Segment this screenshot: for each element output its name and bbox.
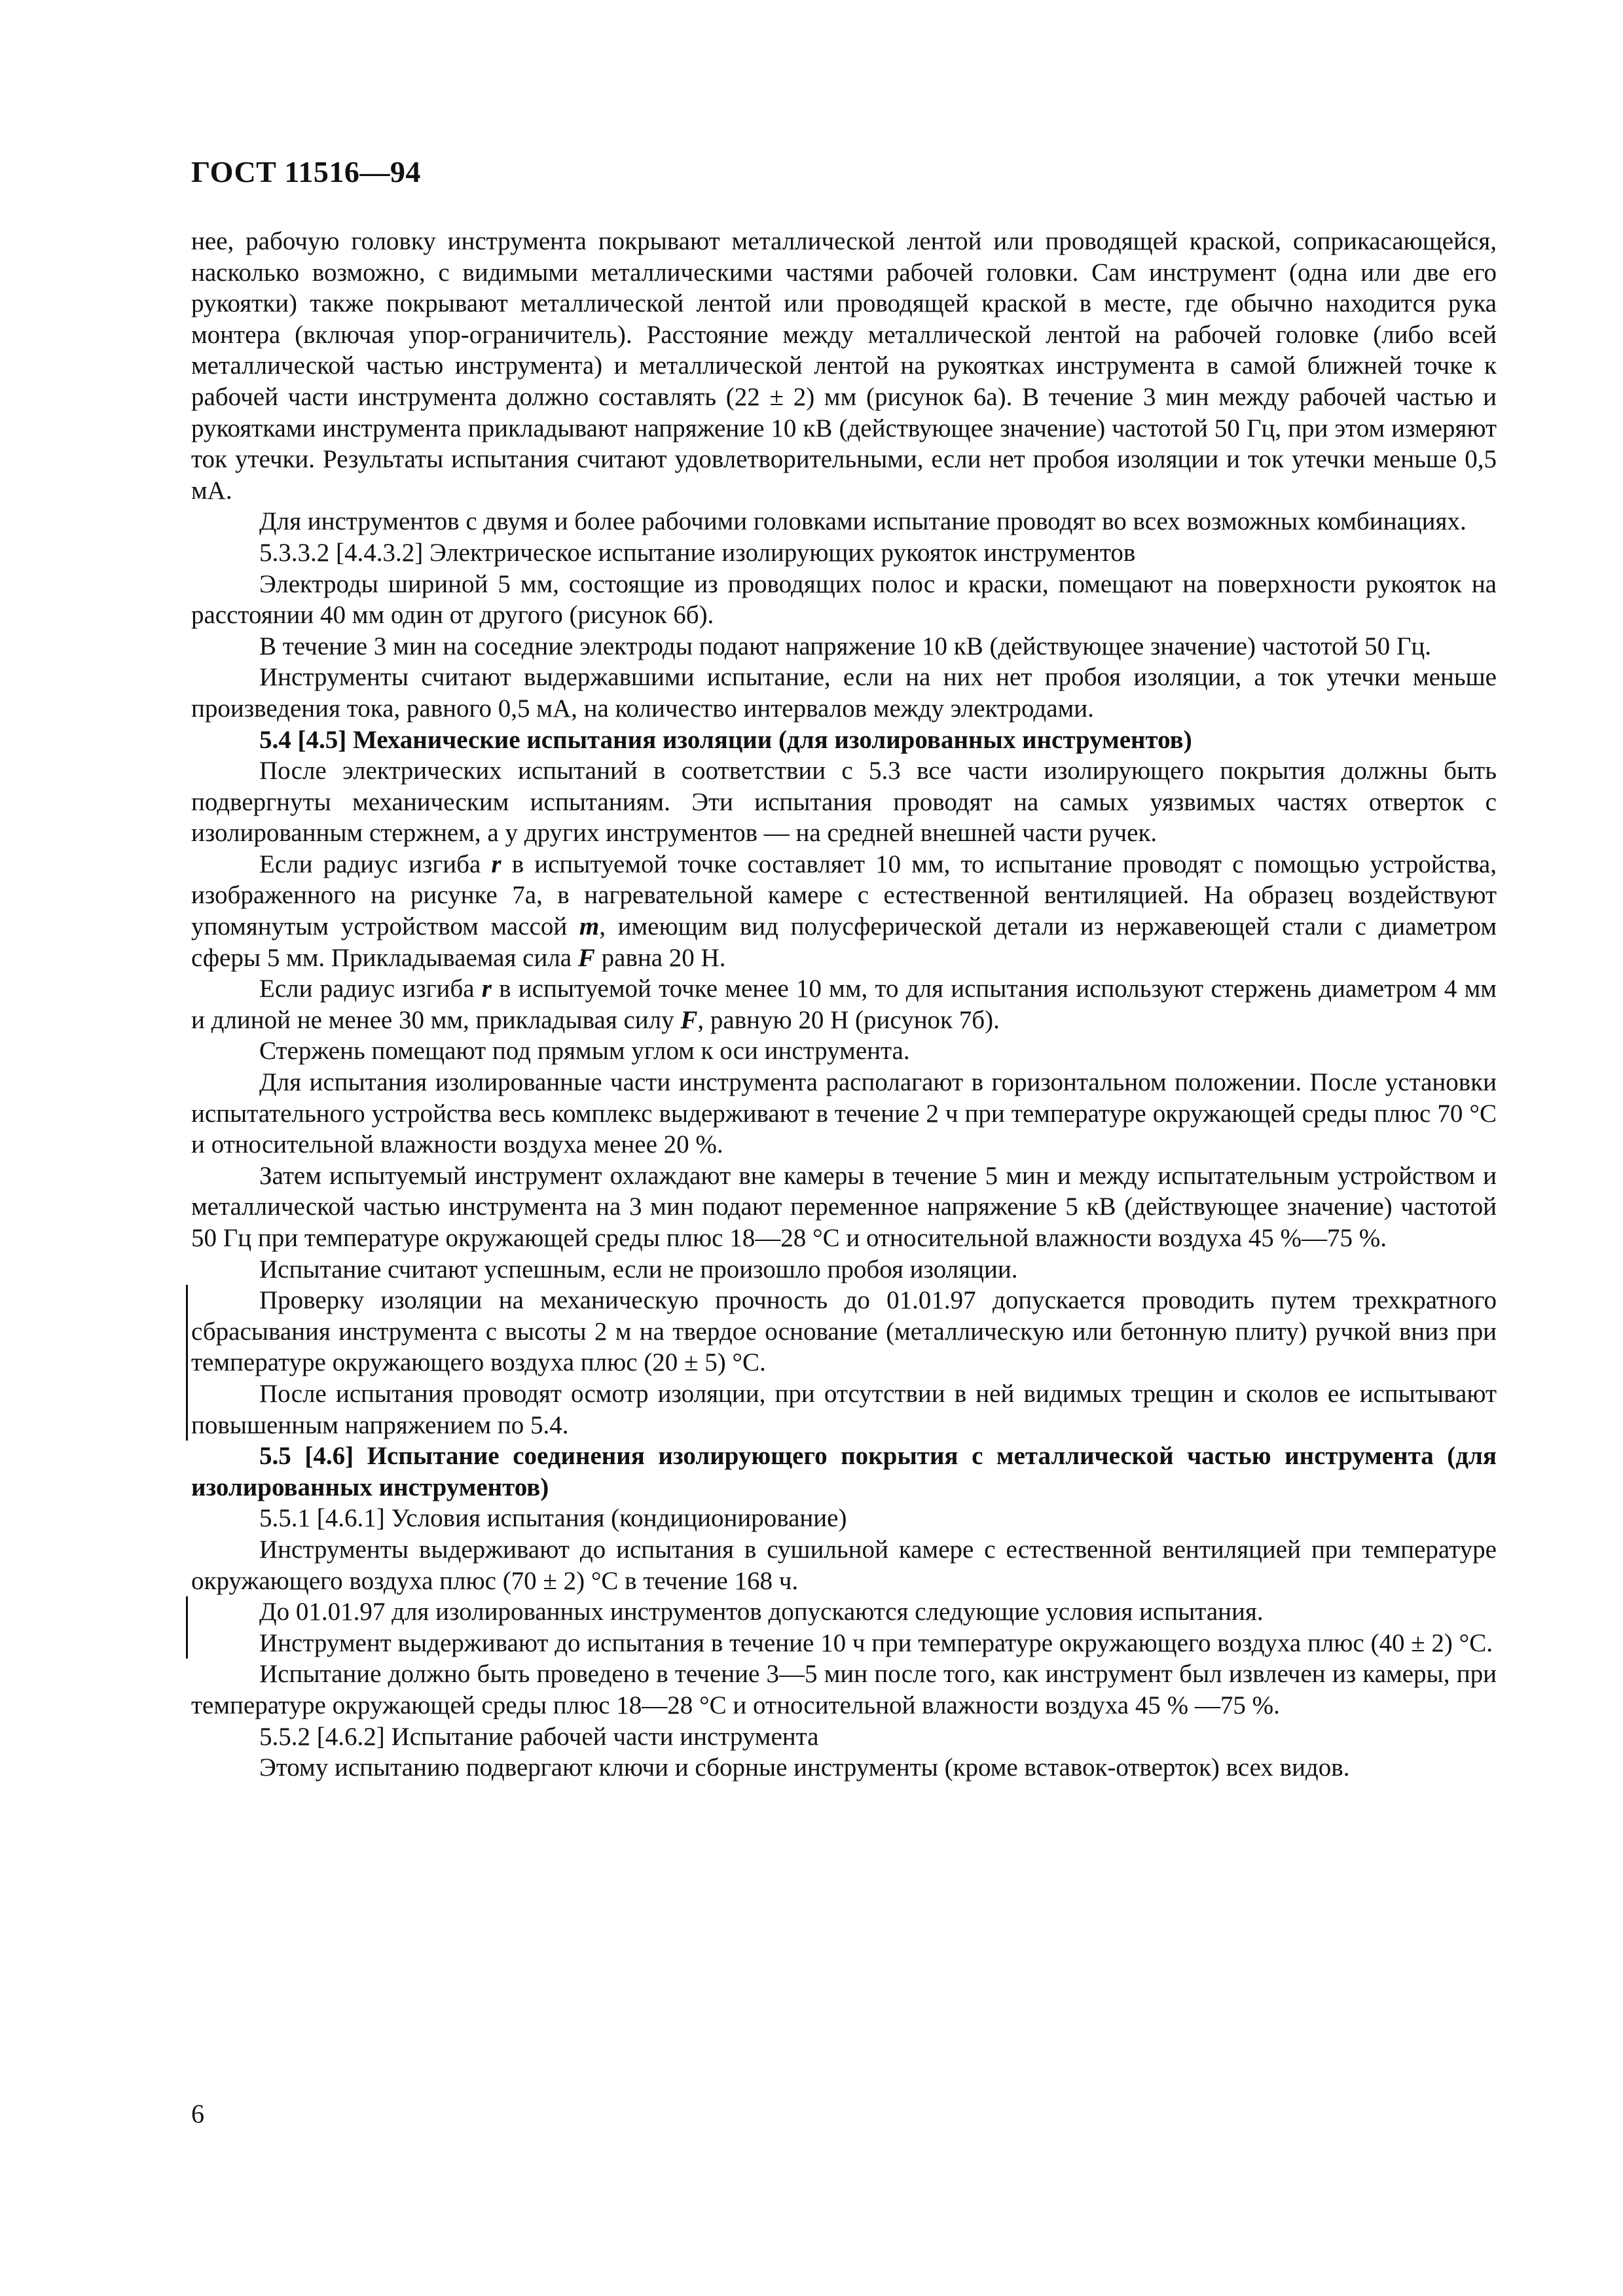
- paragraph: [191, 973, 1497, 1035]
- text-run: Если радиус изгиба: [259, 850, 492, 878]
- paragraph: Для испытания изолированные части инструмента располагают в горизонтальном положении. После установки испытательного устройства весь комплекс выдерживают в течение 2 ч при температуре окружающей среды плюс 70 °С и относительной влажности воздуха менее 20 %.: [191, 1068, 1497, 1159]
- text-run: Если радиус изгиба: [259, 975, 482, 1003]
- paragraph: нее, рабочую головку инструмента покрывают металлической лентой или проводящей краской, соприкасающейся, насколько возможно, с видимыми металлическими частями рабочей головки. Сам инструмент (одна или две его рукоятки) также покрывают металлической лентой или проводящей краской в месте, где обычно находится рука монтера (включая упор-ограничитель). Расстояние между металлической лентой на рабочей головке (либо всей металлической частью инструмента) и металлической лентой на рукоятках инструмента в самой ближней точке к рабочей части инструмента должно составлять (22 ± 2) мм (рисунок 6а). В течение 3 мин между рабочей частью и рукоятками инструмента прикладывают напряжение 10 кВ (действующее значение) частотой 50 Гц, при этом измеряют ток утечки. Результаты испытания считают удовлетворительными, если нет пробоя изоляции и ток утечки меньше 0,5 мА.: [191, 227, 1497, 505]
- paragraph: Для инструментов с двумя и более рабочими головками испытание проводят во всех возможных комбинациях.: [259, 507, 1467, 536]
- paragraph: Испытание считают успешным, если не произошло пробоя изоляции.: [259, 1255, 1018, 1283]
- symbol-m: m: [579, 912, 600, 941]
- paragraph: После испытания проводят осмотр изоляции, при отсутствии в ней видимых трещин и сколов ее испытывают повышенным напряжением по 5.4.: [191, 1379, 1497, 1439]
- symbol-f: F: [577, 943, 595, 972]
- text-run: равна 20 Н.: [594, 943, 726, 972]
- paragraph: В течение 3 мин на соседние электроды подают напряжение 10 кВ (действующее значение) частотой 50 Гц.: [259, 632, 1432, 660]
- text-run: в испытуемой точке менее 10 мм, то для испытания используют стержень диаметром 4 мм и длиной не менее 30 мм, прикладывая силу: [191, 975, 1497, 1034]
- text-run: в испытуемой точке составляет 10 мм, то испытание проводят с помощью устройства, изображенного на рисунке 7а, в нагревательной камере с естественной вентиляцией. На образец воздействуют упомянутым устройством массой: [191, 850, 1497, 941]
- paragraph: Испытание должно быть проведено в течение 3—5 мин после того, как инструмент был извлечен из камеры, при температуре окружающей среды плюс 18—28 °С и относительной влажности воздуха 45 % —75 %.: [191, 1660, 1497, 1719]
- symbol-r: r: [491, 850, 501, 878]
- paragraph: [191, 849, 1497, 973]
- paragraph: Инструменты считают выдержавшими испытание, если на них нет пробоя изоляции, а ток утечки меньше произведения тока, равного 0,5 мА, на количество интервалов между электродами.: [191, 663, 1497, 723]
- text-run: , имеющим вид полусферической детали из нержавеющей стали с диаметром сферы 5 мм. Прикладываемая сила: [191, 912, 1497, 972]
- paragraph: Стержень помещают под прямым углом к оси инструмента.: [259, 1037, 910, 1066]
- paragraph: Электроды шириной 5 мм, состоящие из проводящих полос и краски, помещают на поверхности рукояток на расстоянии 40 мм один от другого (рисунок 6б).: [191, 569, 1497, 630]
- paragraph: Инструмент выдерживают до испытания в течение 10 ч при температуре окружающего воздуха плюс (40 ± 2) °С.: [259, 1628, 1493, 1657]
- symbol-r: r: [481, 975, 492, 1003]
- paragraph: Инструменты выдерживают до испытания в сушильной камере с естественной вентиляцией при температуре окружающего воздуха плюс (70 ± 2) °С в течение 168 ч.: [191, 1535, 1497, 1595]
- text-run: , равную 20 Н (рисунок 7б).: [697, 1005, 1000, 1034]
- change-bar-block: [186, 1596, 1497, 1659]
- clause-heading-5-3-3-2: 5.3.3.2 [4.4.3.2] Электрическое испытание изолирующих рукояток инструментов: [259, 538, 1136, 567]
- section-heading-5-5: 5.5 [4.6] Испытание соединения изолирующего покрытия с металлической частью инструмента (для изолированных инструментов): [191, 1442, 1497, 1501]
- page-number: 6: [191, 2099, 204, 2128]
- clause-heading-5-5-1: 5.5.1 [4.6.1] Условия испытания (кондиционирование): [259, 1504, 847, 1533]
- symbol-f: F: [680, 1005, 698, 1034]
- paragraph: Затем испытуемый инструмент охлаждают вне камеры в течение 5 мин и между испытательным устройством и металлической частью инструмента на 3 мин подают переменное напряжение 5 кВ (действующее значение) частотой 50 Гц при температуре окружающей среды плюс 18—28 °С и относительной влажности воздуха 45 %—75 %.: [191, 1161, 1497, 1252]
- paragraph: Проверку изоляции на механическую прочность до 01.01.97 допускается проводить путем трехкратного сбрасывания инструмента с высоты 2 м на твердое основание (металлическую или бетонную плиту) ручкой вниз при температуре окружающего воздуха плюс (20 ± 5) °С.: [191, 1286, 1497, 1377]
- clause-heading-5-5-2: 5.5.2 [4.6.2] Испытание рабочей части инструмента: [259, 1722, 819, 1751]
- section-heading-5-4: 5.4 [4.5] Механические испытания изоляции (для изолированных инструментов): [259, 725, 1192, 754]
- paragraph: После электрических испытаний в соответствии с 5.3 все части изолирующего покрытия должны быть подвергнуты механическим испытаниям. Эти испытания проводят на самых уязвимых частях отверток с изолированным стержнем, а у других инструментов — на средней внешней части ручек.: [191, 757, 1497, 848]
- document-body: [191, 226, 1497, 1784]
- paragraph: Этому испытанию подвергают ключи и сборные инструменты (кроме вставок-отверток) всех видов.: [259, 1753, 1350, 1782]
- paragraph: До 01.01.97 для изолированных инструментов допускаются следующие условия испытания.: [259, 1598, 1264, 1626]
- document-header: ГОСТ 11516—94: [191, 155, 421, 188]
- change-bar-block: [186, 1285, 1497, 1441]
